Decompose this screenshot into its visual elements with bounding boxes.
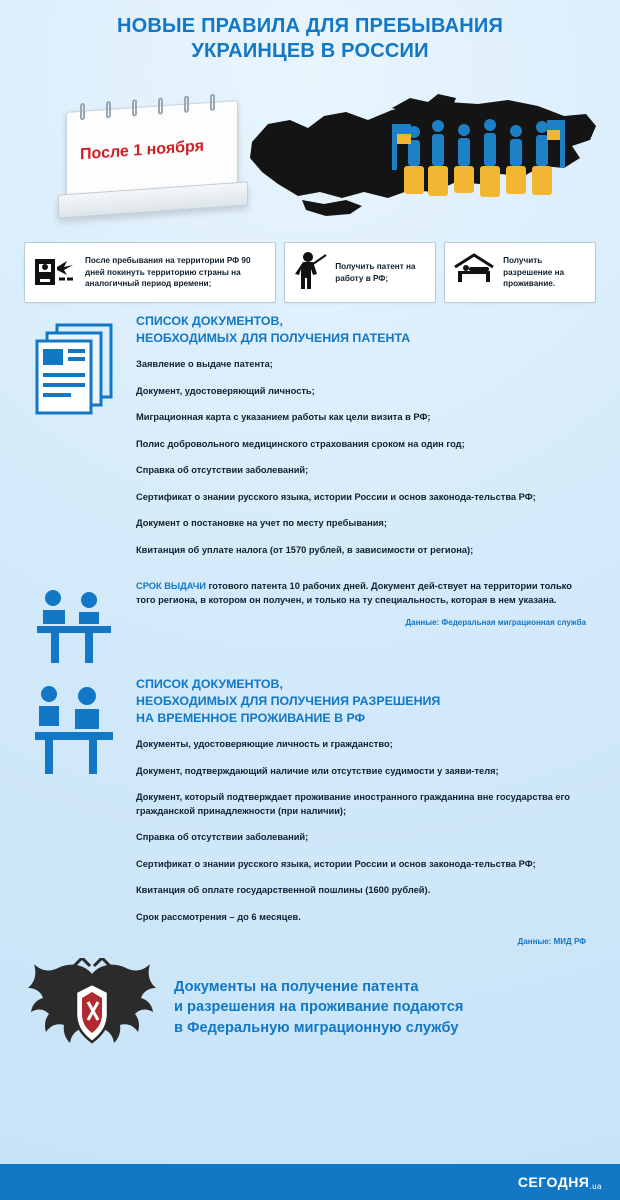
russian-coat-of-arms-icon (22, 958, 162, 1057)
patent-title-line1: СПИСОК ДОКУМЕНТОВ, (136, 314, 283, 328)
rule-text-departure: После пребывания на территории РФ 90 дней покинуть территорию страны на аналогичный период времени; (85, 255, 251, 289)
rules-row (0, 238, 620, 303)
residence-documents-body (136, 676, 594, 946)
rule-text-patent: Получить патент на работу в РФ; (335, 261, 416, 283)
brand-suffix: .ua (589, 1182, 602, 1191)
footer-line3: в Федеральную миграционную службу (174, 1020, 459, 1037)
footer-block (0, 952, 620, 1057)
residence-source: Данные: МИД РФ (517, 937, 586, 947)
list-item: Сертификат о знании русского языка, истории России и основ законода-тельства РФ; (136, 491, 536, 502)
residence-documents-section (0, 666, 620, 946)
list-item: Квитанция об уплате налога (от 1570 рублей, в зависимости от региона); (136, 544, 474, 555)
rule-box-departure (24, 242, 276, 303)
patent-term-body (136, 580, 594, 666)
page-title-line2: УКРАИНЦЕВ В РОССИИ (191, 40, 429, 62)
page-header (0, 0, 620, 70)
patent-documents-body (136, 313, 594, 570)
list-item: Полис добровольного медицинского страхования сроком на один год; (136, 438, 465, 449)
list-item: Сертификат о знании русского языка, истории России и основ законода-тельства РФ; (136, 858, 536, 869)
list-item: Документ, удостоверяющий личность; (136, 385, 315, 396)
worker-icon (293, 250, 327, 295)
page-title (40, 14, 580, 64)
list-item: Срок рассмотрения – до 6 месяцев. (136, 911, 301, 922)
residence-title-line3: НА ВРЕМЕННОЕ ПРОЖИВАНИЕ В РФ (136, 710, 366, 725)
passport-departure-icon (33, 251, 77, 294)
footer-line2: и разрешения на проживание подаются (174, 999, 464, 1016)
list-item: Справка об отсутствии заболеваний; (136, 832, 309, 843)
rule-box-patent (284, 242, 436, 303)
russia-map-illustration (242, 80, 602, 230)
brand-name: СЕГОДНЯ (517, 1174, 590, 1190)
residence-documents-title (136, 676, 590, 726)
documents-icon (26, 313, 122, 570)
clerk-desk-icon (26, 580, 122, 666)
residence-title-line2: НЕОБХОДИМЫХ ДЛЯ ПОЛУЧЕНИЯ РАЗРЕШЕНИЯ (136, 693, 441, 708)
page-title-line1: НОВЫЕ ПРАВИЛА ДЛЯ ПРЕБЫВАНИЯ (116, 15, 504, 37)
residence-title-line1: СПИСОК ДОКУМЕНТОВ, (136, 677, 283, 692)
russia-map-svg (242, 80, 602, 230)
patent-term-text: готового патента 10 рабочих дней. Документ дей-ствует на территории только того региона, в котором он получен, и только на ту специальность, которая в нем указана. (136, 581, 572, 606)
patent-title-line2: НЕОБХОДИМЫХ ДЛЯ ПОЛУЧЕНИЯ ПАТЕНТА (136, 330, 411, 345)
patent-documents-section (0, 303, 620, 570)
rule-box-residence (444, 242, 596, 303)
list-item: Справка об отсутствии заболеваний; (136, 465, 309, 476)
list-item: Документ о постановке на учет по месту пребывания; (136, 518, 387, 529)
list-item: Документ, который подтверждает проживание иностранного гражданина вне государства его гражданской принадлежности (при наличии); (136, 792, 570, 816)
hero-illustration (0, 74, 620, 234)
calendar-illustration (58, 96, 248, 214)
bed-house-icon (453, 253, 495, 292)
list-item: Документ, подтверждающий наличие или отсутствие судимости у заяви-теля; (136, 765, 499, 776)
list-item: Миграционная карта с указанием работы как цели визита в РФ; (136, 412, 431, 423)
patent-documents-title (136, 313, 590, 346)
patent-term-lead: СРОК ВЫДАЧИ (136, 581, 206, 592)
brand-logo[interactable] (518, 1174, 602, 1190)
rule-text-residence: Получить разрешение на проживание. (503, 255, 565, 289)
list-item: Заявление о выдаче патента; (136, 359, 273, 370)
patent-term-source: Данные: Федеральная миграционная служба (405, 618, 586, 628)
footer-line1: Документы на получение патента (174, 978, 419, 995)
list-item: Квитанция об оплате государственной пошлины (1600 рублей). (136, 885, 431, 896)
two-people-desk-icon (26, 676, 122, 946)
patent-term-paragraph (136, 580, 590, 608)
brand-bar (0, 1164, 620, 1200)
list-item: Документы, удостоверяющие личность и гражданство; (136, 739, 393, 750)
footer-text (174, 977, 463, 1039)
calendar-date-label: После 1 ноября (80, 137, 204, 164)
patent-term-section (0, 570, 620, 666)
